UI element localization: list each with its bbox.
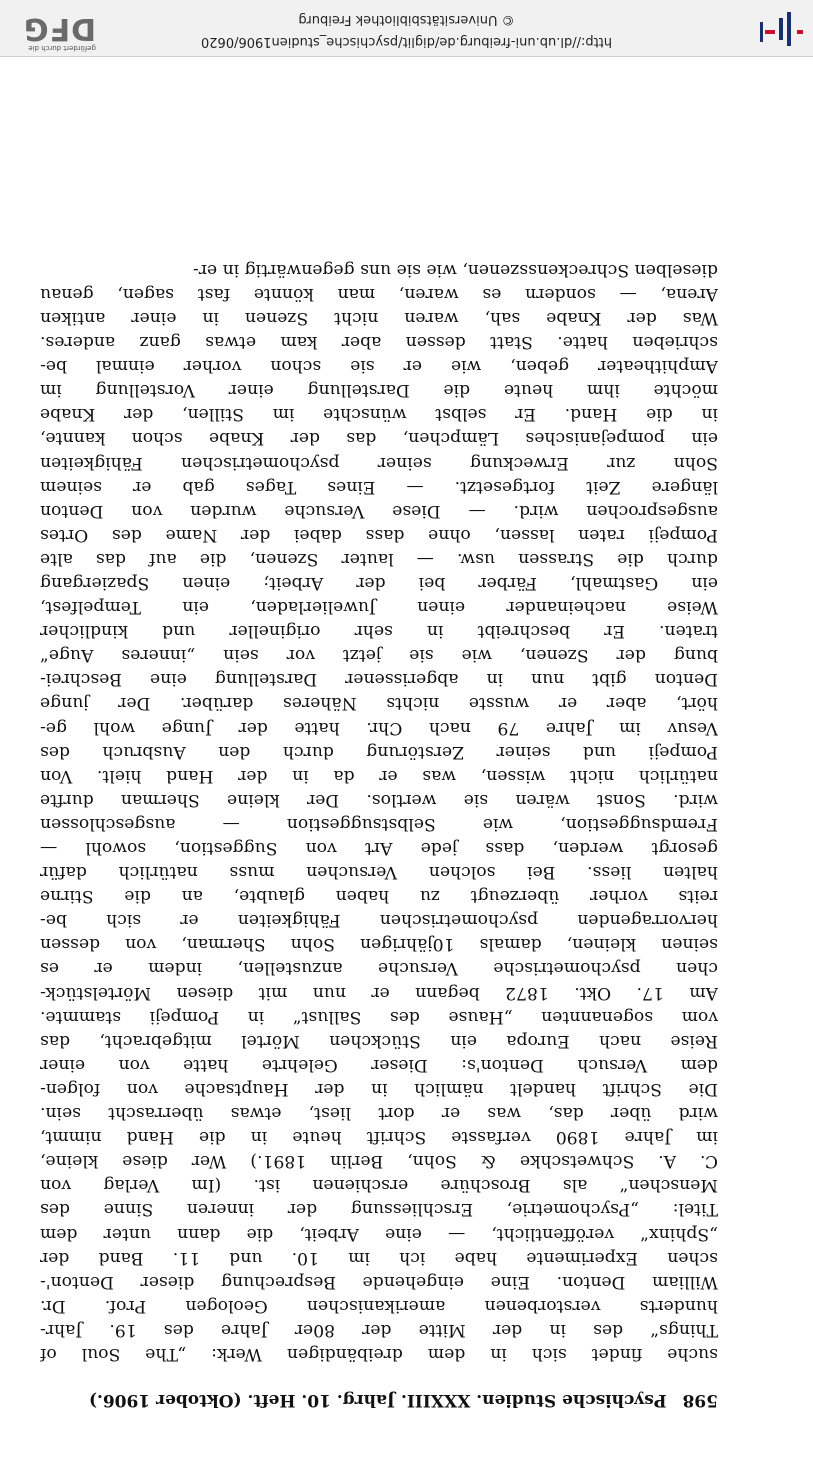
- text-line: Denton gibt nun in abgerissener Darstellung eine Beschrei-: [40, 669, 718, 690]
- text-line: ausgesprochen wird. — Diese Versuche wurden von Denton: [40, 500, 718, 521]
- text-line: Things“ des in der Mitte der 80er Jahre des 19. Jahr-: [40, 1319, 718, 1340]
- text-line: Sohn zur Erweckung seiner psychometrischen Fähigkeiten: [40, 452, 718, 473]
- text-line: hervorragenden psychometrischen Fähigkeiten er sich be-: [40, 910, 718, 931]
- text-line: wird. Sonst wären sie wertlos. Der kleine Sherman durfte: [40, 789, 718, 810]
- text-line: Die Schrift handelt nämlich in der Hauptsache von folgen-: [40, 1078, 718, 1099]
- text-line: seinen kleinen, damals 10jährigen Sohn Sherman, von dessen: [40, 934, 718, 955]
- viewer-info: [96, 8, 717, 52]
- university-logo-icon: [757, 8, 805, 50]
- text-line: Arena, — sondern es waren, man könnte fast sagen, genau: [40, 283, 718, 304]
- text-line: ein Gastmahl, Färber bei der Arbeit; einen Spaziergang: [40, 573, 718, 593]
- body-text: [40, 258, 718, 1366]
- text-line: Weise nacheinander einen Juwelierladen, ein Tempelfest,: [40, 597, 718, 618]
- text-line: Pompeji und seiner Zerstörung durch den Ausbruch des: [40, 741, 718, 762]
- text-line: natürlich nicht wissen, was er da in der Hand hielt. Von: [40, 765, 718, 786]
- dfg-logo: [6, 6, 96, 52]
- text-line: „Sphinx“ veröffentlicht, — eine Arbeit, die dann unter dem: [40, 1223, 718, 1244]
- text-line: C. A. Schwetschke & Sohn, Berlin 1891.) Wer diese kleine,: [40, 1151, 718, 1172]
- text-line: suche findet sich in dem dreibändigen Werk: „The Soul of: [40, 1344, 718, 1364]
- viewer-footer-bar: [0, 0, 813, 57]
- text-line: möchte ihm heute die Darstellung einer Vorstellung im: [40, 380, 718, 401]
- text-line: bung der Szenen, wie sie jetzt vor sein „inneres Auge“: [40, 645, 718, 666]
- text-line: William Denton. Eine eingehende Besprechung dieser Denton'-: [40, 1271, 718, 1292]
- running-head-title: Psychische Studien. XXXIII. Jahrg. 10. Heft. (Oktober 1906.): [88, 1390, 667, 1410]
- text-line: chen psychometrische Versuche anzustellen, indem er es: [40, 958, 718, 979]
- text-line: Pompeji raten lassen, ohne dass dabei der Name des Ortes: [40, 524, 718, 545]
- text-line: dieselben Schreckensszenen, wie sie uns gegenwärtig in er-: [192, 259, 718, 280]
- text-line: Fremdsuggestion, wie Selbstsuggestion — ausgeschlossen: [40, 813, 718, 834]
- scanned-page: [0, 56, 813, 1473]
- text-line: Amphitheater geben, wie er sie schon vorher einmal be-: [40, 356, 718, 377]
- dfg-wordmark: DFG: [22, 11, 96, 46]
- text-line: schen Experimente habe ich im 10. und 11. Band der: [40, 1247, 718, 1268]
- text-line: halten liess. Bei solchen Versuchen muss natürlich dafür: [40, 862, 718, 883]
- text-line: schrieben hatte. Statt dessen aber kam etwas ganz anderes.: [40, 332, 718, 353]
- text-line: traten. Er beschreibt in sehr origineller und kindlicher: [40, 621, 718, 642]
- page-number: 598: [682, 1390, 718, 1410]
- text-line: Am 17. Okt. 1872 begann er nun mit diesen Mörtelstück-: [40, 982, 718, 1003]
- text-line: wird über das, was er dort liest, etwas überrascht sein.: [40, 1103, 718, 1124]
- copyright-notice: © Universitätsbibliothek Freiburg: [298, 12, 515, 27]
- text-line: längere Zeit fortgesetzt. — Eines Tages gab er seinem: [40, 476, 718, 497]
- text-line: dem Versuch Denton's: Dieser Gelehrte hatte von einer: [40, 1054, 718, 1075]
- text-line: gesorgt werden, dass jede Art von Suggestion, sowohl —: [40, 838, 718, 859]
- text-line: Was der Knabe sah, waren nicht Szenen in einer antiken: [40, 307, 718, 328]
- text-line: reits vorher überzeugt zu haben glaubte, an die Stirne: [40, 886, 718, 907]
- text-line: in die Hand. Er selbst wünschte im Stillen, der Knabe: [40, 404, 718, 425]
- text-line: hunderts verstorbenen amerikanischen Geologen Prof. Dr.: [40, 1295, 718, 1316]
- text-line: ein pompejanisches Lämpchen, das der Knabe schon kannte,: [40, 428, 718, 449]
- text-line: vom sogenannten „Hause des Sallust“ in Pompeji stammte.: [40, 1006, 718, 1027]
- text-line: Reise nach Europa ein Stückchen Mörtel mitgebracht, das: [40, 1030, 718, 1051]
- text-line: im Jahre 1890 verfasste Schrift heute in die Hand nimmt,: [40, 1127, 718, 1148]
- text-line: durch die Strassen usw. — lauter Szenen, die auf das alte: [40, 548, 718, 569]
- text-line: Menschen“ als Broschüre erschienen ist. (Im Verlag von: [40, 1175, 718, 1196]
- running-head: [78, 1390, 718, 1410]
- text-line: hört, aber er wusste nichts Näheres darüber. Der junge: [40, 693, 718, 714]
- permalink-url[interactable]: http://dl.ub.uni-freiburg.de/diglit/psychische_studien1906/0620: [200, 34, 613, 49]
- text-line: Vesuv im Jahre 79 nach Chr. hatte der Junge wohl ge-: [40, 717, 718, 738]
- text-line: Titel: „Psychometrie, Erschliessung der inneren Sinne des: [40, 1199, 718, 1220]
- dfg-funding-note: gefördert durch die: [28, 44, 96, 52]
